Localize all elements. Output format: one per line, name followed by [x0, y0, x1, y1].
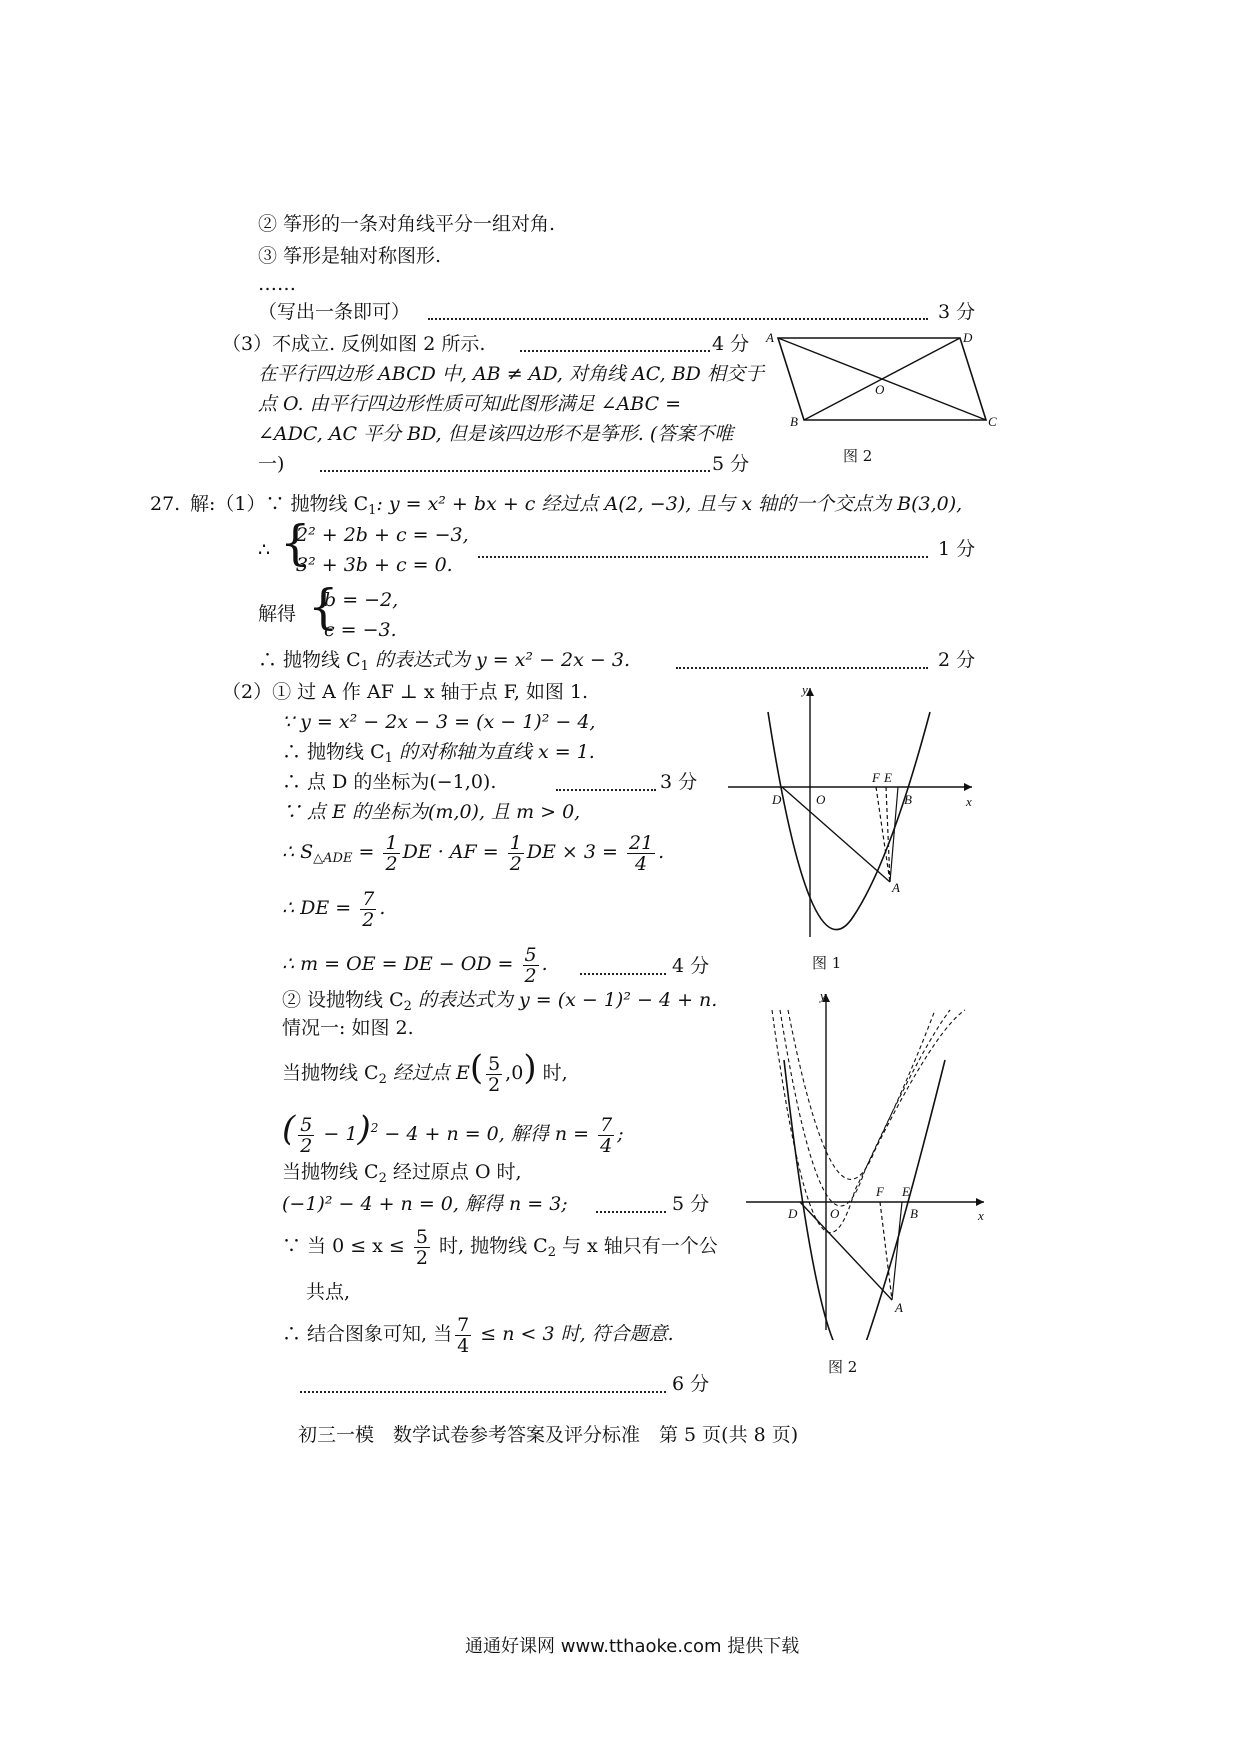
q27-intro: 解:（1）∵ 抛物线 $C_1$: y = x² + bx + c 经过点 A(2, −3), 且与 x 轴的一个交点为 B(3,0), [190, 493, 963, 518]
label-A: A [892, 880, 900, 895]
axis-y-label: y [820, 990, 826, 1003]
fraction-7-4: $\frac{7}{4}$ [457, 1313, 470, 1357]
part3-line2: 在平行四边形 ABCD 中, AB ≠ AD, 对角线 AC, BD 相交于 [258, 363, 764, 385]
solve-label: 解得 [258, 603, 297, 625]
fraction-5-2: $\frac{5}{2}$ [524, 943, 537, 987]
fraction-7-2: $\frac{7}{2}$ [362, 887, 375, 931]
score-leader [520, 350, 710, 352]
m-value: ∴ m = OE = DE − OD = $\frac{5}{2}$ . [282, 943, 548, 987]
parallelogram-figure [760, 328, 1000, 428]
question-number: 27. [150, 493, 181, 515]
note-text: （写出一条即可） [258, 301, 411, 323]
expression-line: ∴ 抛物线 $C_1$ 的表达式为 y = x² − 2x − 3. [258, 649, 630, 674]
part3-line5: 一) [258, 453, 285, 475]
label-O: O [875, 382, 885, 397]
part2-line1: （2）① 过 A 作 AF ⊥ x 轴于点 F, 如图 1. [222, 681, 589, 703]
label-D: D [788, 1206, 798, 1221]
part3-line3: 点 O. 由平行四边形性质可知此图形满足 ∠ABC = [258, 393, 682, 415]
fraction-5-2: $\frac{5}{2}$ [300, 1113, 313, 1157]
c2-line4: ( $\frac{5}{2}$ − 1)$^2$ − 4 + n = 0, 解得 n = $\frac{7}{4}$ ; [282, 1109, 624, 1157]
score-label: 6 分 [672, 1373, 710, 1395]
page-footer-title: 初三一模 数学试卷参考答案及评分标准 第 5 页(共 8 页) [298, 1424, 799, 1446]
c2-line9: ∴ 结合图象可知, 当 $\frac{7}{4}$ ≤ n < 3 时, 符合题意. [282, 1313, 674, 1357]
answer-item-2: ② 筝形的一条对角线平分一组对角. [258, 213, 556, 235]
score-leader [556, 789, 656, 791]
c2-line6: (−1)² − 4 + n = 0, 解得 n = 3; [282, 1193, 568, 1215]
label-F: F [876, 1184, 884, 1199]
c2-line8: 共点, [306, 1281, 351, 1303]
fraction-half: $\frac{1}{2}$ [509, 831, 522, 875]
de-value: ∴ DE = $\frac{7}{2}$ . [282, 887, 386, 931]
score-label: 3 分 [938, 301, 976, 323]
score-label: 3 分 [660, 771, 698, 793]
label-E: E [902, 1184, 910, 1199]
axis-x-label: x [978, 1208, 984, 1223]
figure-caption: 图 1 [812, 954, 842, 972]
label-E: E [884, 770, 892, 785]
fraction-5-2: $\frac{5}{2}$ [488, 1052, 501, 1096]
score-leader [596, 1211, 666, 1213]
c2-line2: 情况一: 如图 2. [282, 1017, 414, 1039]
score-label: 4 分 [712, 333, 750, 355]
therefore-symbol: ∴ [258, 539, 271, 561]
score-label: 1 分 [938, 538, 976, 560]
label-O: O [830, 1206, 840, 1221]
site-credit: 通通好课网 www.tthaoke.com 提供下载 [465, 1636, 800, 1657]
label-O: O [816, 792, 826, 807]
equation-2: 3² + 3b + c = 0. [296, 554, 453, 576]
figure-caption: 图 2 [843, 447, 873, 465]
figure-2-parabolas [740, 990, 990, 1340]
solution-2: c = −3. [324, 619, 397, 641]
axis-y-label: y [802, 682, 808, 697]
part3-line1: （3）不成立. 反例如图 2 所示. [222, 333, 486, 355]
solution-brace: { [308, 579, 339, 635]
part2-line3: ∴ 抛物线 $C_1$ 的对称轴为直线 x = 1. [282, 741, 595, 766]
c2-line7: ∵ 当 0 ≤ x ≤ $\frac{5}{2}$ 时, 抛物线 $C_2$ 与 x 轴只有一个公 [282, 1225, 718, 1269]
fraction-5-2: $\frac{5}{2}$ [415, 1225, 428, 1269]
label-F: F [872, 770, 880, 785]
score-label: 2 分 [938, 649, 976, 671]
c2-line3: 当抛物线 $C_2$ 经过点 E( $\frac{5}{2}$ ,0) 时, [282, 1048, 568, 1096]
score-leader [580, 973, 666, 975]
axis-x-label: x [966, 794, 972, 809]
part2-line2: ∵ y = x² − 2x − 3 = (x − 1)² − 4, [282, 711, 596, 733]
equation-1: 2² + 2b + c = −3, [296, 524, 469, 546]
fraction-21-4: $\frac{21}{4}$ [628, 831, 654, 875]
c2-line1: ② 设抛物线 $C_2$ 的表达式为 y = (x − 1)² − 4 + n. [282, 989, 718, 1014]
score-leader [428, 318, 928, 320]
system-brace: { [280, 515, 311, 571]
figure-caption: 图 2 [828, 1358, 858, 1376]
score-label: 5 分 [712, 453, 750, 475]
label-D: D [772, 792, 782, 807]
part2-line4: ∴ 点 D 的坐标为(−1,0). [282, 771, 497, 793]
score-leader [320, 470, 710, 472]
fraction-half: $\frac{1}{2}$ [385, 831, 398, 875]
label-A: A [766, 330, 774, 345]
part3-line4: ∠ADC, AC 平分 BD, 但是该四边形不是筝形. (答案不唯 [258, 423, 734, 445]
fraction-7-4: $\frac{7}{4}$ [600, 1113, 613, 1157]
figure-1-parabola [720, 682, 980, 942]
answer-item-3: ③ 筝形是轴对称图形. [258, 245, 442, 267]
solution-1: b = −2, [324, 589, 399, 611]
label-B: B [910, 1206, 918, 1221]
score-leader [300, 1391, 666, 1393]
score-label: 5 分 [672, 1193, 710, 1215]
score-label: 4 分 [672, 955, 710, 977]
label-B: B [904, 792, 912, 807]
label-A: A [895, 1300, 903, 1315]
label-D: D [963, 330, 973, 345]
ellipsis: …… [258, 273, 296, 295]
label-C: C [988, 414, 997, 428]
score-leader [676, 667, 928, 669]
c2-line5: 当抛物线 $C_2$ 经过原点 O 时, [282, 1161, 522, 1186]
score-leader [478, 556, 928, 558]
part2-line5: ∵ 点 E 的坐标为(m,0), 且 m > 0, [282, 801, 581, 823]
area-formula: ∴ $S_{\triangle ADE}$ = $\frac{1}{2}$ DE · AF = $\frac{1}{2}$ DE × 3 = $\frac{21}{4}$ . [282, 831, 665, 875]
label-B: B [790, 414, 798, 428]
